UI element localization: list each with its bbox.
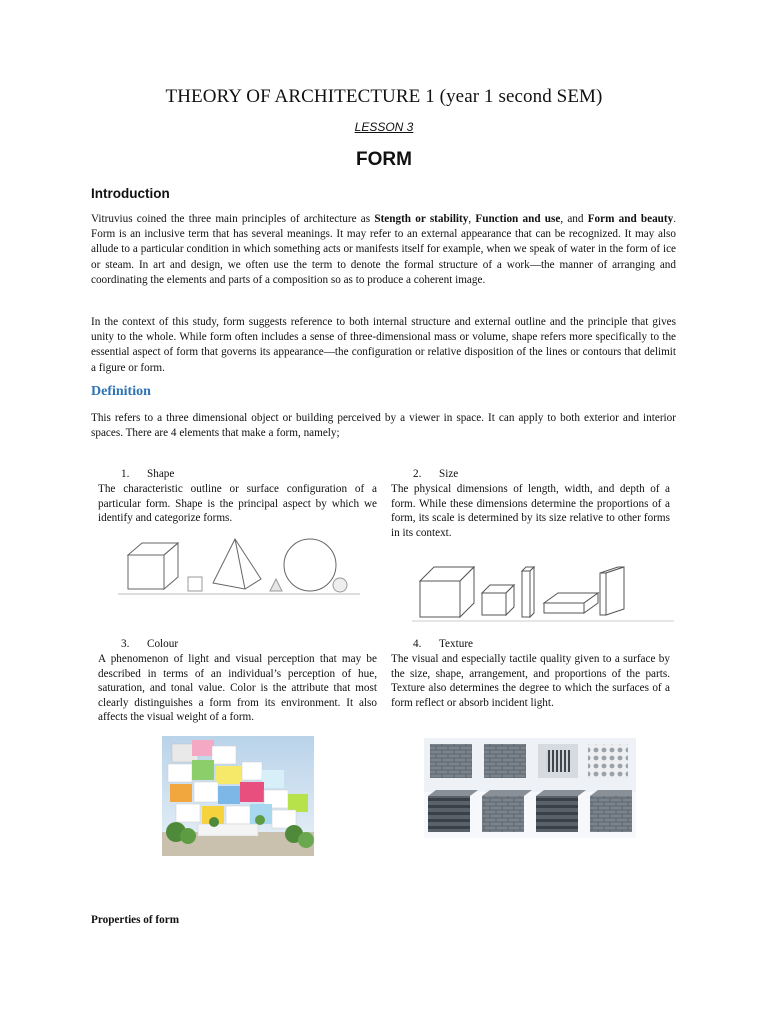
element-name: Size [439, 468, 459, 480]
colour-building-photo [162, 736, 314, 856]
definition-heading: Definition [91, 384, 151, 399]
section-title: FORM [356, 149, 412, 170]
element-number: 1. [121, 468, 130, 480]
p1-bold-strength: Stength or stability [374, 213, 469, 225]
element-number: 3. [121, 638, 130, 650]
sphere-drawing [284, 539, 336, 591]
texture-cubes-photo [424, 738, 636, 838]
properties-heading: Properties of form [91, 914, 180, 926]
element-number: 4. [413, 638, 422, 650]
texture-brick-2 [484, 744, 526, 778]
p1-sep-2: , and [560, 213, 588, 225]
size-figure [412, 561, 674, 623]
p1-bold-function: Function and use [475, 213, 561, 225]
introduction-heading: Introduction [91, 186, 170, 201]
element-shape-heading [121, 468, 174, 480]
element-name: Colour [147, 638, 179, 650]
p1-sep-1: , [468, 213, 476, 225]
definition-paragraph: This refers to a three dimensional object or building perceived by a viewer in space. It can apply to both exterior and interior spaces. There are 4 elements that make a form, namely; [91, 412, 676, 440]
circle-drawing [333, 578, 347, 592]
p1-text-c: . Form is an inclusive term that has several meanings. It may refer to an external appearance that can be recognized. It may also allude to a particular condition in which something acts or manifests itself for example, when we speak of water in the form of ice or steam. In art and design, we often use the term to denote the formal structure of a work—the manner of arranging and coordinating the elements and parts of a composition so as to produce a coherent image. [91, 213, 677, 286]
element-number: 2. [413, 468, 422, 480]
element-colour-text: A phenomenon of light and visual perception that may be described in terms of an individual’s perception of hue, saturation, and tonal value. Color is the attribute that most clearly distinguishes a form from its environment. It also affects the visual weight of a form. [98, 653, 377, 724]
element-name: Texture [439, 638, 474, 650]
square-drawing [188, 577, 202, 591]
introduction-paragraph-2: In the context of this study, form suggests reference to both internal structure and external outline and the principle that gives unity to the whole. While form often includes a sense of three-dimensional mass or volume, shape refers more specifically to the essential aspect of form that governs its appearance—the configuration or relative disposition of the lines or contours that delimit a figure or form. [91, 316, 676, 374]
shape-figure [118, 535, 360, 597]
p1-bold-form: Form and beauty [587, 213, 674, 225]
element-colour-heading [121, 638, 178, 650]
texture-brick-1 [430, 744, 472, 778]
cube-drawing [128, 543, 178, 589]
p1-text-a: Vitruvius coined the three main principles of architecture as [91, 213, 375, 225]
triangle-drawing [270, 579, 282, 591]
element-shape-text: The characteristic outline or surface configuration of a particular form. Shape is the principal aspect by which we identify and categorize forms. [98, 483, 377, 525]
texture-lattice [588, 744, 628, 778]
element-size-heading [413, 468, 458, 480]
element-size-text: The physical dimensions of length, width, and depth of a form. While these dimensions determine the proportions of a form, its scale is determined by its size relative to other forms in its context. [391, 483, 670, 539]
lesson-label: LESSON 3 [354, 120, 414, 134]
pyramid-drawing [213, 539, 261, 589]
element-texture-heading [413, 638, 473, 650]
introduction-paragraph-1 [91, 212, 676, 288]
element-texture-text: The visual and especially tactile quality given to a surface by the size, shape, arrangement, and proportions of the parts. Texture also determines the degree to which the surfaces of a form reflect or absorb incident light. [391, 653, 670, 709]
document-title: THEORY OF ARCHITECTURE 1 (year 1 second SEM) [165, 86, 603, 107]
element-name: Shape [147, 468, 175, 480]
